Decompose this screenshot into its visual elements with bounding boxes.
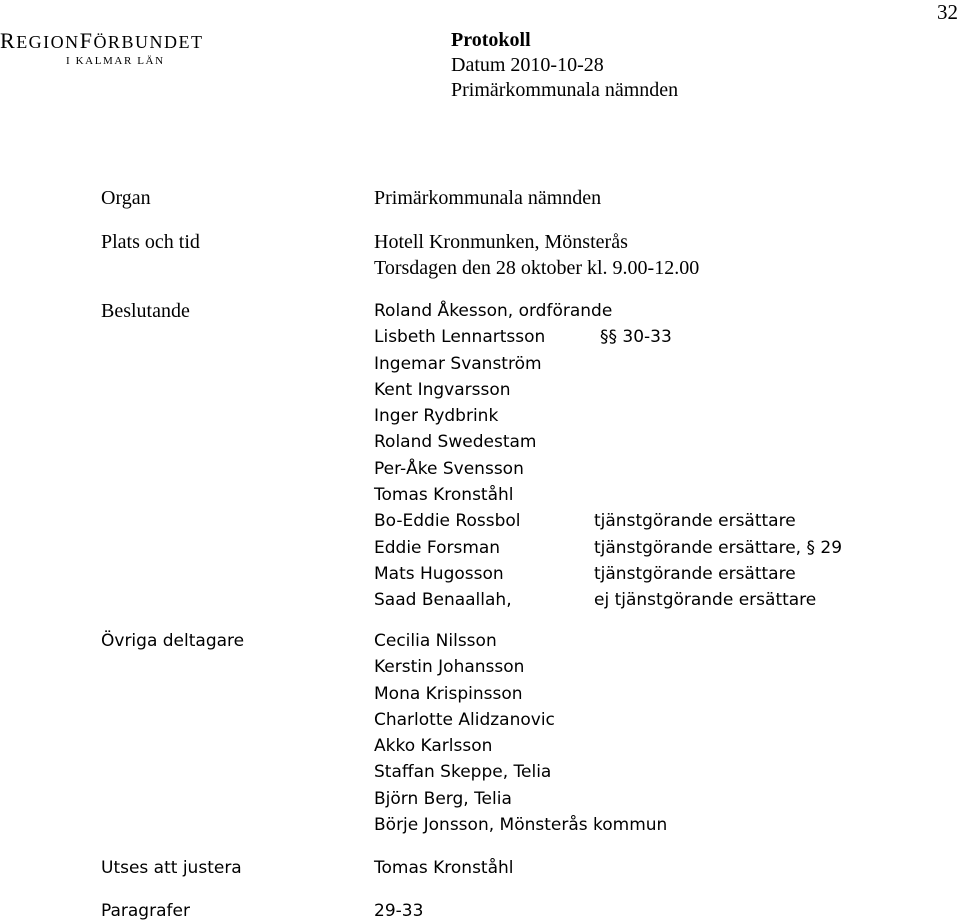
list-item bbox=[374, 403, 934, 429]
document-committee: Primärkommunala nämnden bbox=[451, 79, 679, 101]
list-item bbox=[374, 482, 934, 508]
place-time-label: Plats och tid bbox=[101, 231, 200, 253]
list-item bbox=[374, 377, 934, 403]
member-note: §§ 30-33 bbox=[600, 327, 672, 348]
organ-label: Organ bbox=[101, 187, 151, 209]
substitute-name: Mats Hugosson bbox=[374, 563, 504, 584]
adjuster-label: Utses att justera bbox=[101, 858, 242, 878]
logo-subline: I KALMAR LÄN bbox=[66, 55, 165, 67]
document-date: Datum 2010-10-28 bbox=[451, 54, 604, 76]
substitute-note: tjänstgörande ersättare bbox=[594, 511, 796, 532]
list-item bbox=[374, 324, 934, 350]
document-title: Protokoll bbox=[451, 29, 531, 51]
adjuster-value: Tomas Kronståhl bbox=[374, 858, 514, 878]
participant-name: Kerstin Johansson bbox=[374, 657, 525, 678]
paragraphs-label: Paragrafer bbox=[101, 901, 190, 921]
member-name: Inger Rydbrink bbox=[374, 406, 499, 427]
paragraphs-value: 29-33 bbox=[374, 901, 424, 921]
substitute-name: Saad Benaallah, bbox=[374, 590, 512, 611]
list-item bbox=[374, 351, 934, 377]
list-item bbox=[374, 508, 934, 534]
document-header bbox=[451, 28, 678, 103]
organ-value: Primärkommunala nämnden bbox=[374, 187, 602, 209]
participant-name: Björn Berg, Telia bbox=[374, 788, 512, 809]
member-name: Tomas Kronståhl bbox=[374, 485, 514, 506]
substitute-note: tjänstgörande ersättare, § 29 bbox=[594, 537, 843, 558]
participant-name: Charlotte Alidzanovic bbox=[374, 709, 555, 730]
other-participants-label: Övriga deltagare bbox=[101, 631, 245, 651]
member-name: Lisbeth Lennartsson bbox=[374, 327, 546, 348]
member-name: Kent Ingvarsson bbox=[374, 379, 511, 400]
participant-name: Börje Jonsson, Mönsterås kommun bbox=[374, 815, 668, 836]
list-item bbox=[374, 587, 934, 613]
region-forbundet-logo bbox=[0, 30, 240, 67]
member-name: Ingemar Svanström bbox=[374, 353, 542, 374]
chair-name: Roland Åkesson, ordförande bbox=[374, 301, 613, 321]
list-item bbox=[374, 298, 934, 324]
decision-makers-list bbox=[374, 298, 934, 614]
list-item bbox=[374, 456, 934, 482]
list-item bbox=[374, 429, 934, 455]
list-item bbox=[374, 535, 934, 561]
logo-wordmark: REGIONFÖRBUNDET bbox=[0, 28, 204, 53]
substitute-note: tjänstgörande ersättare bbox=[594, 563, 796, 584]
substitute-name: Eddie Forsman bbox=[374, 537, 501, 558]
place-value: Hotell Kronmunken, Mönsterås bbox=[374, 231, 628, 253]
participant-name: Staffan Skeppe, Telia bbox=[374, 762, 552, 783]
participant-name: Mona Krispinsson bbox=[374, 683, 523, 704]
participant-name: Akko Karlsson bbox=[374, 736, 493, 757]
list-item bbox=[374, 561, 934, 587]
member-name: Per-Åke Svensson bbox=[374, 458, 524, 479]
decision-makers-label: Beslutande bbox=[101, 300, 190, 322]
page-number: 32 bbox=[937, 0, 958, 24]
time-value: Torsdagen den 28 oktober kl. 9.00-12.00 bbox=[374, 257, 700, 279]
substitute-name: Bo-Eddie Rossbol bbox=[374, 511, 521, 532]
participant-name: Cecilia Nilsson bbox=[374, 631, 497, 651]
substitute-note: ej tjänstgörande ersättare bbox=[594, 590, 817, 611]
member-name: Roland Swedestam bbox=[374, 432, 537, 453]
